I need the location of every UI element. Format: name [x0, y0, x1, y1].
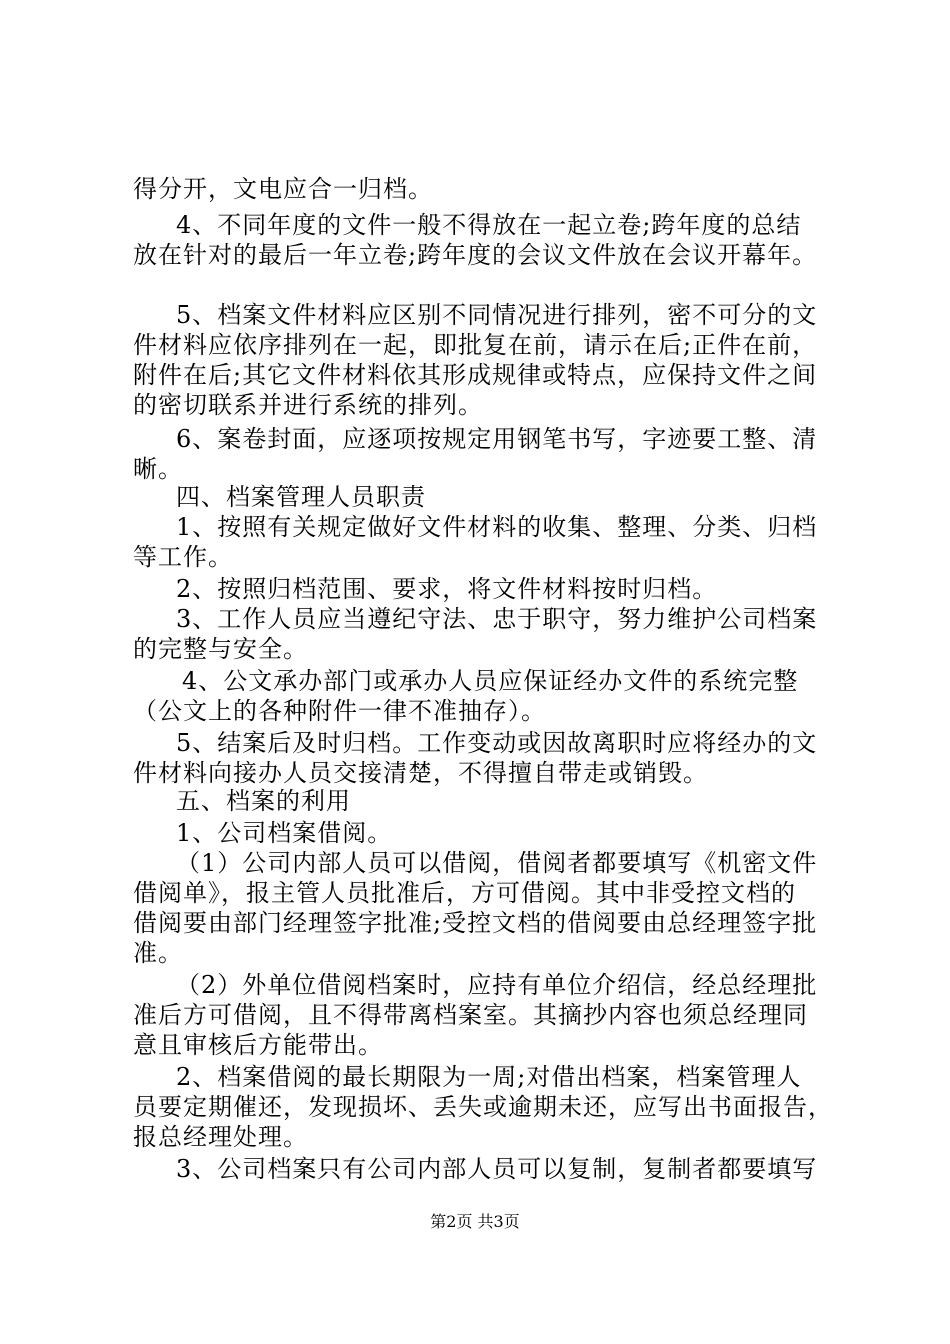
- paragraph-line: 附件在后;其它文件材料依其形成规律或特点，应保持文件之间: [133, 361, 818, 389]
- paragraph-line: 4、公文承办部门或承办人员应保证经办文件的系统完整: [182, 667, 799, 695]
- paragraph-line: 3、公司档案只有公司内部人员可以复制，复制者都要填写: [176, 1155, 818, 1183]
- section-heading: 四、档案管理人员职责: [176, 483, 426, 511]
- paragraph-line: 等工作。: [133, 543, 233, 571]
- paragraph-line: 2、档案借阅的最长期限为一周;对借出档案，档案管理人: [176, 1063, 802, 1091]
- paragraph-line: 借阅单》，报主管人员批准后，方可借阅。其中非受控文档的: [133, 879, 796, 907]
- paragraph-line: 件材料向接办人员交接清楚，不得擅自带走或销毁。: [133, 759, 708, 787]
- paragraph-line: 放在针对的最后一年立卷;跨年度的会议文件放在会议开幕年。: [133, 241, 818, 269]
- page-footer: 第2页 共3页: [430, 1212, 520, 1231]
- paragraph-line: 的密切联系并进行系统的排列。: [133, 391, 483, 419]
- paragraph-line: 4、不同年度的文件一般不得放在一起立卷;跨年度的总结: [176, 211, 802, 239]
- paragraph-line: 借阅要由部门经理签字批准;受控文档的借阅要由总经理签字批: [133, 909, 818, 937]
- paragraph-line: 2、按照归档范围、要求，将文件材料按时归档。: [176, 575, 718, 603]
- paragraph-line: 的完整与安全。: [133, 635, 308, 663]
- paragraph-line: 1、按照有关规定做好文件材料的收集、整理、分类、归档: [176, 513, 818, 541]
- paragraph-line: 1、公司档案借阅。: [176, 819, 393, 847]
- paragraph-line: （公文上的各种附件一律不准抽存）。: [133, 697, 546, 725]
- paragraph-line: （1）公司内部人员可以借阅，借阅者都要填写《机密文件: [176, 849, 818, 877]
- paragraph-line: 晰。: [133, 455, 183, 483]
- paragraph-line: 3、工作人员应当遵纪守法、忠于职守，努力维护公司档案: [176, 605, 818, 633]
- paragraph-line: 件材料应依序排列在一起，即批复在前，请示在后;正件在前，: [133, 331, 818, 359]
- section-heading: 五、档案的利用: [176, 787, 351, 815]
- paragraph-line: 得分开，文电应合一归档。: [133, 175, 433, 203]
- paragraph-line: 6、案卷封面，应逐项按规定用钢笔书写，字迹要工整、清: [176, 425, 818, 453]
- paragraph-line: 员要定期催还，发现损坏、丢失或逾期未还，应写出书面报告，: [133, 1093, 833, 1121]
- paragraph-line: 5、档案文件材料应区别不同情况进行排列，密不可分的文: [176, 301, 818, 329]
- paragraph-line: 准后方可借阅，且不得带离档案室。其摘抄内容也须总经理同: [133, 1001, 808, 1029]
- paragraph-line: 意且审核后方能带出。: [133, 1031, 383, 1059]
- paragraph-line: 5、结案后及时归档。工作变动或因故离职时应将经办的文: [176, 729, 818, 757]
- paragraph-line: 报总经理处理。: [133, 1123, 308, 1151]
- paragraph-line: （2）外单位借阅档案时，应持有单位介绍信，经总经理批: [176, 971, 818, 999]
- paragraph-line: 准。: [133, 939, 183, 967]
